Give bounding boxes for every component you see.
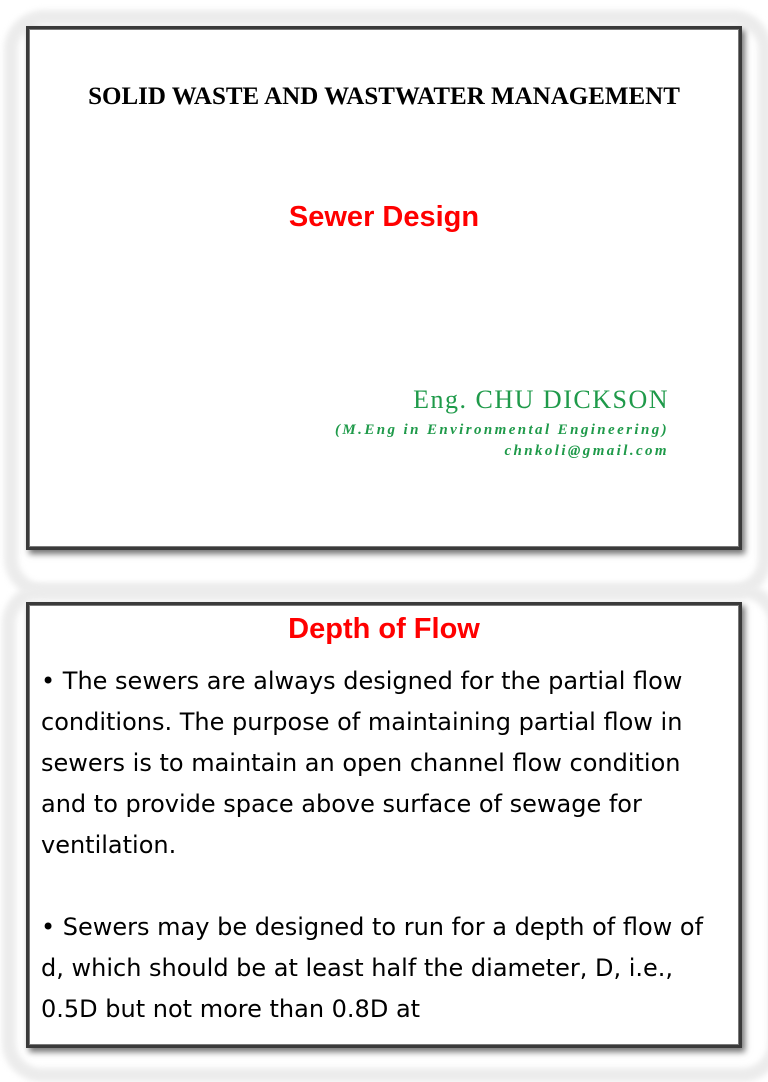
- author-degree: (M.Eng in Environmental Engineering): [335, 422, 669, 438]
- author-email: chnkoli@gmail.com: [504, 443, 669, 459]
- title-slide: [26, 26, 742, 550]
- bullet-paragraph: • Sewers may be designed to run for a depth of flow of d, which should be at least half the diameter, D, i.e., 0.5D but not more than 0.8D at: [41, 913, 704, 1023]
- author-name: Eng. CHU DICKSON: [413, 385, 669, 414]
- topic-title: Sewer Design: [288, 201, 480, 233]
- bullet-paragraph: • The sewers are always designed for the partial flow conditions. The purpose of maintaining partial flow in sewers is to maintain an open channel flow condition and to provide space above surface of sewage for ventilation.: [41, 667, 683, 859]
- course-title: SOLID WASTE AND WASTWATER MANAGEMENT: [88, 83, 680, 110]
- slide-heading: Depth of Flow: [288, 613, 480, 645]
- content-slide: [26, 602, 742, 1048]
